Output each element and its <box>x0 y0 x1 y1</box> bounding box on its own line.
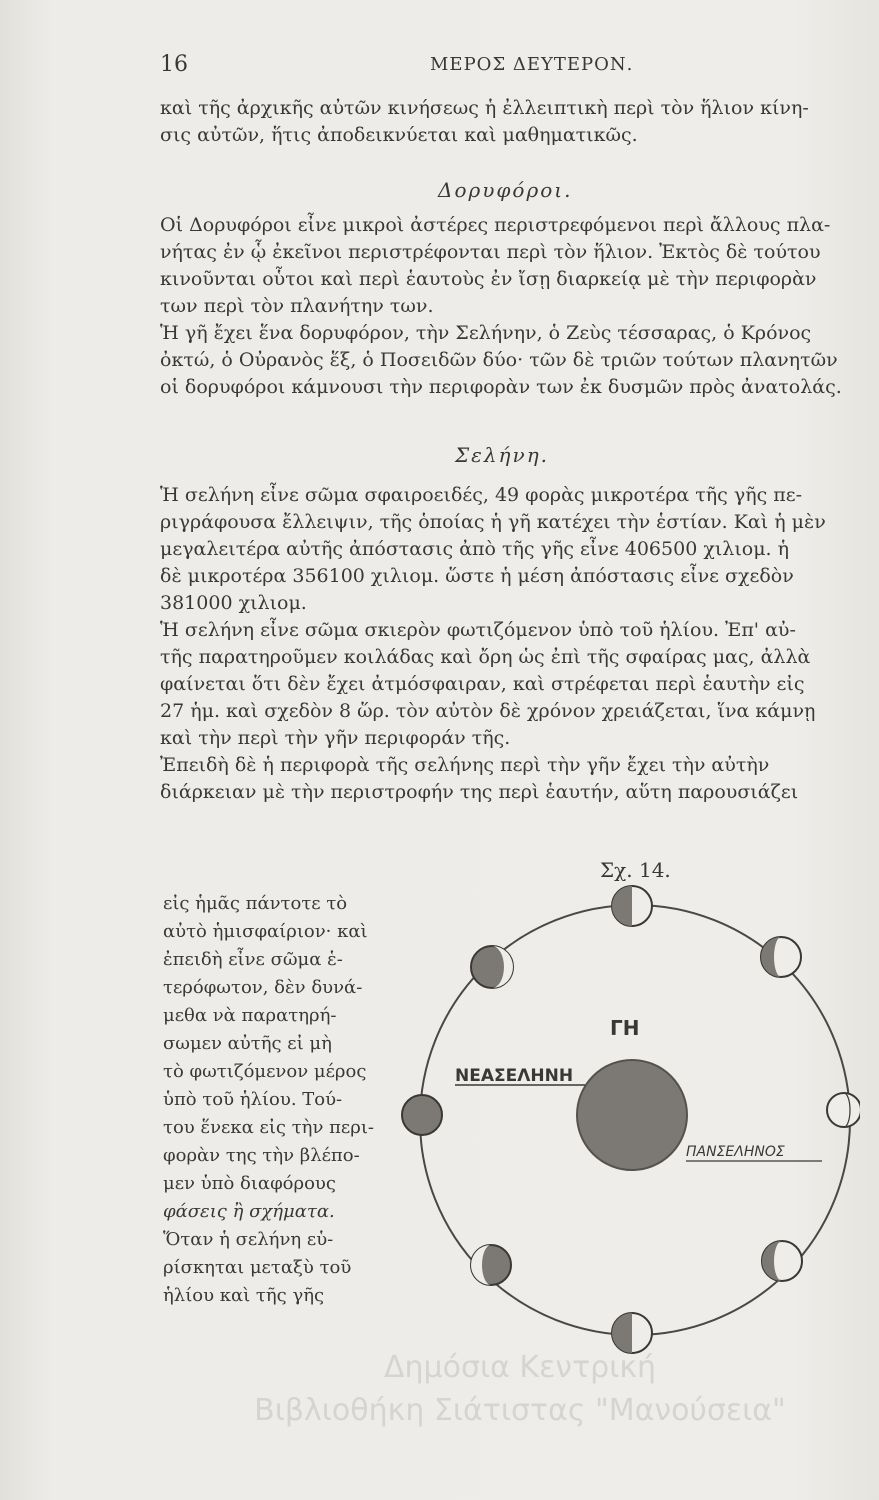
text-line: εἰς ἡμᾶς πάντοτε τὸ <box>163 893 348 914</box>
moon-last-quarter <box>612 1313 652 1353</box>
text-line: νήτας ἐν ᾧ ἐκεῖνοι περιστρέφονται περὶ τὸν ἥλιον. Ἐκτὸς δὲ τούτου <box>160 241 821 263</box>
new-moon-label: ΝΕΑΣΕΛΗΝΗ <box>455 1066 574 1086</box>
text-line: οἱ δορυφόροι κάμνουσι τὴν περιφορὰν των ἐκ δυσμῶν πρὸς ἀνατολάς. <box>160 376 842 398</box>
heading-moon: Σελήνη. <box>455 443 550 467</box>
page-number: 16 <box>160 52 188 77</box>
moon-phases-diagram <box>400 885 860 1355</box>
text-line: καὶ τῆς ἀρχικῆς αὐτῶν κινήσεως ἡ ἐλλειπτικὴ περὶ τὸν ἥλιον κίνη- <box>160 97 809 119</box>
text-line: Ὅταν ἡ σελήνη εὑ- <box>163 1229 334 1250</box>
moon-waxing-crescent <box>471 946 513 988</box>
text-line: φορὰν της τὴν βλέπο- <box>163 1145 360 1166</box>
moon-waning-gibbous <box>762 1241 802 1281</box>
text-line: τῆς παρατηροῦμεν κοιλάδας καὶ ὄρη ὡς ἐπὶ τῆς σφαίρας μας, ἀλλὰ <box>160 646 811 668</box>
text-line: καὶ τὴν περὶ τὴν γῆν περιφοράν τῆς. <box>160 727 511 749</box>
library-watermark-line1: Δημόσια Κεντρική <box>383 1350 657 1385</box>
text-line: ὑπὸ τοῦ ἡλίου. Τού- <box>163 1089 343 1110</box>
left-column-paragraph <box>163 890 393 1310</box>
text-line: Ἡ σελήνη εἶνε σῶμα σφαιροειδές, 49 φορὰς μικροτέρα τῆς γῆς πε- <box>160 484 803 506</box>
moon-paragraph <box>160 482 850 806</box>
text-line: 381000 χιλιομ. <box>160 592 307 614</box>
text-line: Ἡ σελήνη εἶνε σῶμα σκιερὸν φωτιζόμενον ὑπὸ τοῦ ἡλίου. Ἐπ' αὐ- <box>160 619 796 641</box>
text-line: δὲ μικροτέρα 356100 χιλιομ. ὥστε ἡ μέση ἀπόστασις εἶνε σχεδὸν <box>160 565 794 587</box>
text-line: κινοῦνται οὗτοι καὶ περὶ ἑαυτοὺς ἐν ἴσῃ διαρκείᾳ μὲ τὴν περιφορὰν <box>160 268 817 290</box>
satellites-paragraph <box>160 212 850 401</box>
figure-label: Σχ. 14. <box>600 858 671 882</box>
text-line: διάρκειαν μὲ τὴν περιστροφήν της περὶ ἑαυτήν, αὕτη παρουσιάζει <box>160 781 799 803</box>
text-line: μεθα νὰ παρατηρή- <box>163 1005 337 1026</box>
library-watermark-line2: Βιβλιοθήκη Σιάτιστας "Μανούσεια" <box>254 1393 786 1428</box>
text-line: τερόφωτον, δὲν δυνά- <box>163 977 363 998</box>
text-line: σις αὐτῶν, ἥτις ἀποδεικνύεται καὶ μαθηματικῶς. <box>160 124 638 146</box>
intro-paragraph <box>160 95 850 149</box>
text-line: φάσεις ἢ σχήματα. <box>163 1201 335 1222</box>
text-line: ὀκτώ, ὁ Οὐρανὸς ἕξ, ὁ Ποσειδῶν δύο· τῶν δὲ τριῶν τούτων πλανητῶν <box>160 349 838 371</box>
text-line: σωμεν αὐτῆς εἰ μὴ <box>163 1033 332 1054</box>
text-line: μεγαλειτέρα αὐτῆς ἀπόστασις ἀπὸ τῆς γῆς εἶνε 406500 χιλιομ. ἡ <box>160 538 790 560</box>
text-line: φαίνεται ὅτι δὲν ἔχει ἀτμόσφαιραν, καὶ στρέφεται περὶ ἑαυτὴν εἰς <box>160 673 805 695</box>
earth-disc <box>577 1060 687 1170</box>
text-line: του ἕνεκα εἰς τὴν περι- <box>163 1117 374 1138</box>
full-moon-label: ΠΑΝΣΕΛΗΝΟΣ <box>686 1144 785 1160</box>
text-line: μεν ὑπὸ διαφόρους <box>163 1173 336 1194</box>
earth-label: ΓΗ <box>610 1016 640 1040</box>
page-header-title: ΜΕΡΟΣ ΔΕΥΤΕΡΟΝ. <box>430 54 634 75</box>
moon-full <box>827 1093 860 1127</box>
text-line: αὐτὸ ἡμισφαίριον· καὶ <box>163 921 368 942</box>
text-line: των περὶ τὸν πλανήτην των. <box>160 295 434 317</box>
text-line: ἡλίου καὶ τῆς γῆς <box>163 1285 325 1306</box>
text-line: 27 ἡμ. καὶ σχεδὸν 8 ὥρ. τὸν αὐτὸν δὲ χρόνον χρειάζεται, ἵνα κάμνῃ <box>160 700 816 722</box>
text-line: τὸ φωτιζόμενον μέρος <box>163 1061 367 1082</box>
moon-waning-crescent <box>471 1245 511 1285</box>
moon-new <box>402 1095 442 1135</box>
text-line: Ἐπειδὴ δὲ ἡ περιφορὰ τῆς σελήνης περὶ τὴν γῆν ἔχει τὴν αὐτὴν <box>160 754 770 776</box>
text-line: ρίσκηται μεταξὺ τοῦ <box>163 1257 352 1278</box>
heading-satellites: Δορυφόροι. <box>438 178 573 202</box>
text-line: ριγράφουσα ἔλλειψιν, τῆς ὁποίας ἡ γῆ κατέχει τὴν ἑστίαν. Καὶ ἡ μὲν <box>160 511 826 533</box>
moon-first-quarter <box>612 886 652 926</box>
text-line: Οἱ Δορυφόροι εἶνε μικροὶ ἀστέρες περιστρεφόμενοι περὶ ἄλλους πλα- <box>160 214 831 236</box>
moon-waxing-gibbous <box>761 937 801 977</box>
text-line: ἐπειδὴ εἶνε σῶμα ἑ- <box>163 949 343 970</box>
text-line: Ἡ γῆ ἔχει ἕνα δορυφόρον, τὴν Σελήνην, ὁ Ζεὺς τέσσαρας, ὁ Κρόνος <box>160 322 812 344</box>
